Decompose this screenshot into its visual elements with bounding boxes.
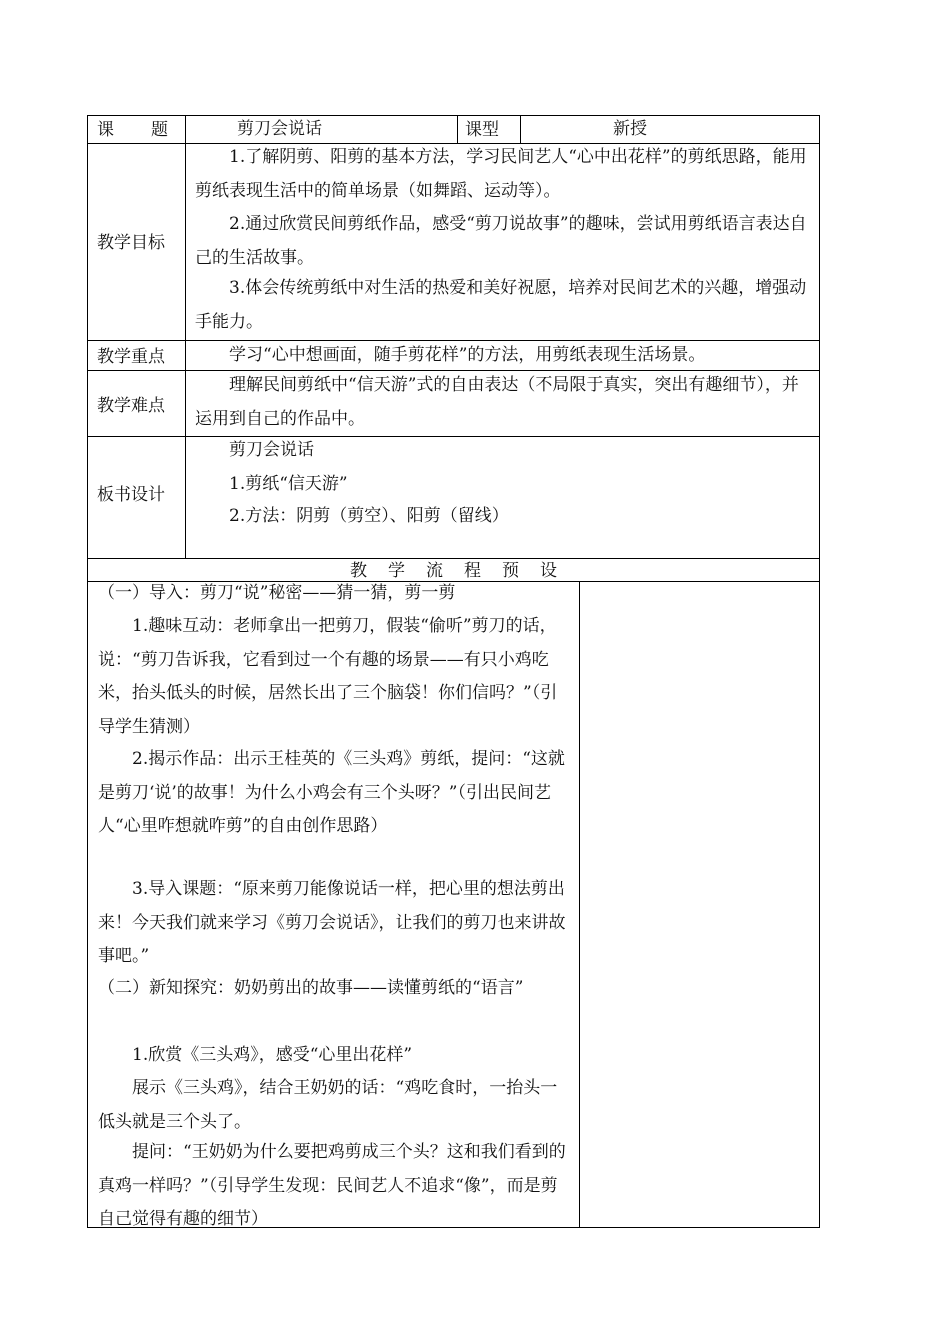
type-label: 课型 — [465, 120, 499, 140]
objective-item: 3.体会传统剪纸中对生活的热爱和美好祝愿，培养对民间艺术的兴趣，增强动手能力。 — [195, 278, 807, 332]
process-paragraph: 提问：“王奶奶为什么要把鸡剪成三个头？这和我们看到的真鸡一样吗？”（引导学生发现：民间艺人不追求“像”，而是剪自己觉得有趣的细节） — [98, 1142, 566, 1229]
header-divider — [520, 115, 521, 144]
board-line: 剪刀会说话 — [229, 440, 314, 460]
difficulty-label: 教学难点 — [97, 396, 165, 416]
process-paragraph: 2.揭示作品：出示王桂英的《三头鸡》剪纸，提问：“这就是剪刀‘说’的故事！为什么小鸡会有三个头呀？”（引出民间艺人“心里咋想就咋剪”的自由创作思路） — [98, 749, 565, 836]
table-border-top — [87, 115, 820, 116]
objective-item: 2.通过欣赏民间剪纸作品，感受“剪刀说故事”的趣味，尝试用剪纸语言表达自己的生活故事。 — [195, 214, 807, 268]
type-value: 新授 — [613, 119, 647, 139]
board-line: 1.剪纸“信天游” — [229, 474, 348, 494]
topic-label: 课 题 — [97, 120, 169, 140]
board-line: 2.方法：阴剪（剪空）、阳剪（留线） — [229, 506, 509, 526]
key-point-label: 教学重点 — [97, 347, 165, 367]
row-divider — [87, 558, 820, 559]
process-paragraph: 1.欣赏《三头鸡》，感受“心里出花样” — [132, 1045, 413, 1065]
objective-item: 1.了解阴剪、阳剪的基本方法，学习民间艺人“心中出花样”的剪纸思路，能用剪纸表现生活中的简单场景（如舞蹈、运动等）。 — [195, 147, 807, 201]
key-point-text: 学习“心中想画面，随手剪花样”的方法，用剪纸表现生活场景。 — [229, 345, 706, 365]
row-divider — [87, 436, 820, 437]
section-title: （二）新知探究：奶奶剪出的故事——读懂剪纸的“语言” — [98, 978, 524, 998]
topic-value: 剪刀会说话 — [237, 119, 322, 139]
objectives-label: 教学目标 — [97, 233, 165, 253]
header-divider — [457, 115, 458, 144]
process-title: 教 学 流 程 预 设 — [350, 561, 559, 581]
process-paragraph: 3.导入课题：“原来剪刀能像说话一样，把心里的想法剪出来！今天我们就来学习《剪刀会说话》，让我们的剪刀也来讲故事吧。” — [98, 879, 566, 966]
process-paragraph: 1.趣味互动：老师拿出一把剪刀，假装“偷听”剪刀的话，说：“剪刀告诉我，它看到过一个有趣的场景——有只小鸡吃米，抬头低头的时候，居然长出了三个脑袋！你们信吗？”（引导学生猜测） — [98, 616, 558, 737]
board-label: 板书设计 — [97, 485, 165, 505]
table-border-right — [819, 115, 820, 1228]
difficulty-text: 理解民间剪纸中“信天游”式的自由表达（不局限于真实，突出有趣细节），并运用到自己的作品中。 — [195, 375, 799, 429]
process-column-divider — [579, 581, 580, 1228]
table-border-left — [87, 115, 88, 1228]
section-title: （一）导入：剪刀“说”秘密——猜一猜，剪一剪 — [98, 583, 456, 603]
process-paragraph: 展示《三头鸡》，结合王奶奶的话：“鸡吃食时，一抬头一低头就是三个头了。 — [98, 1078, 558, 1132]
label-column-divider — [185, 115, 186, 559]
